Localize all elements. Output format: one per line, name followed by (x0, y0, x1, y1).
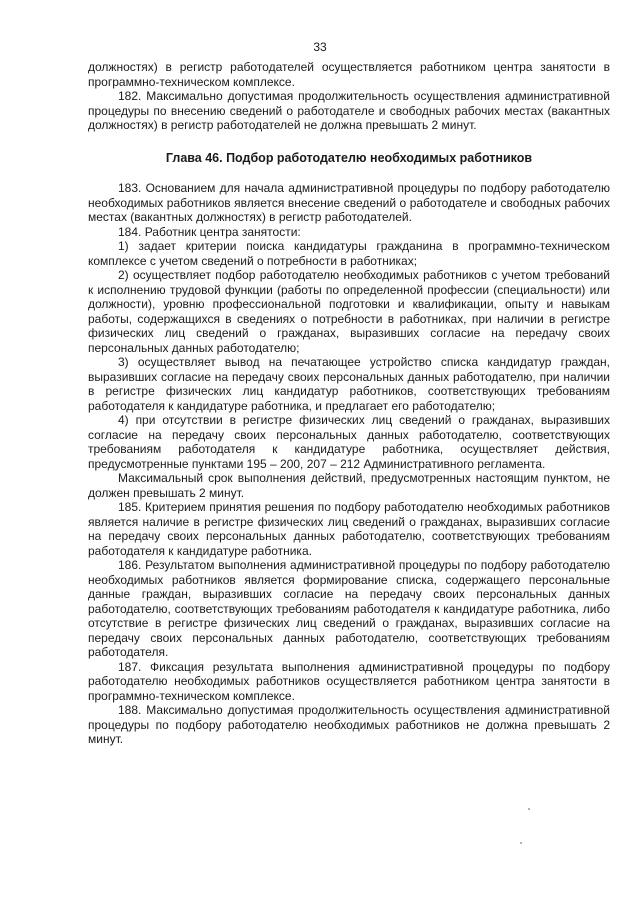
scan-speck (528, 808, 530, 810)
paragraph-182: 182. Максимально допустимая продолжительность осуществления административной процедуры по внесению сведений о работодателе и свободных рабочих местах (вакантных должностях) в регистр работодателей не должна превышать 2 минут. (88, 89, 610, 132)
paragraph-184-item-4: 4) при отсутствии в регистре физических лиц сведений о гражданах, выразивших согласие на передачу своих персональных данных работодателю, соответствующих требованиям работодателя к кандидатуре работника, осуществляет действия, предусмотренные пунктами 195 – 200, 207 – 212 Административного регламента. (88, 413, 610, 471)
scan-speck (520, 842, 522, 844)
document-body (88, 60, 610, 747)
paragraph-184-item-1: 1) задает критерии поиска кандидатуры гражданина в программно-техническом комплексе с учетом сведений о потребности в работниках; (88, 239, 610, 268)
page-number: 33 (313, 40, 327, 54)
paragraph-185: 185. Критерием принятия решения по подбору работодателю необходимых работников является наличие в регистре физических лиц сведений о гражданах, выразивших согласие на передачу своих персональных данных работодателю, соответствующих требованиям работодателя к кандидатуре работника. (88, 500, 610, 558)
paragraph-186: 186. Результатом выполнения административной процедуры по подбору работодателю необходимых работников является формирование списка, содержащего персональные данные граждан, выразивших согласие на передачу своих персональных данных работодателю, соответствующих требованиям работодателя к кандидатуре работника, либо отсутствие в регистре физических лиц сведений о гражданах, выразивших согласие на передачу своих персональных данных работодателю, соответствующих требованиям работодателя. (88, 558, 610, 659)
paragraph-184-item-3: 3) осуществляет вывод на печатающее устройство списка кандидатур граждан, выразивших согласие на передачу своих персональных данных работодателю, при наличии в регистре физических лиц кандидатур работников, соответствующих требованиям работодателя к кандидатуре работника, и предлагает его работодателю; (88, 355, 610, 413)
paragraph-continuation: должностях) в регистр работодателей осуществляется работником центра занятости в программно-техническом комплексе. (88, 60, 610, 89)
paragraph-188: 188. Максимально допустимая продолжительность осуществления административной процедуры по подбору работодателю необходимых работников не должна превышать 2 минут. (88, 703, 610, 746)
chapter-heading: Глава 46. Подбор работодателю необходимых работников (165, 150, 533, 165)
paragraph-184-deadline: Максимальный срок выполнения действий, предусмотренных настоящим пунктом, не должен превышать 2 минут. (88, 471, 610, 500)
paragraph-184: 184. Работник центра занятости: (118, 224, 301, 239)
paragraph-187: 187. Фиксация результата выполнения административной процедуры по подбору работодателю необходимых работников осуществляется работником центра занятости в программно-техническом комплексе. (88, 659, 610, 703)
paragraph-183: 183. Основанием для начала административной процедуры по подбору работодателю необходимых работников является внесение сведений о работодателе и свободных рабочих местах (вакантных должностях) в регистр работодателей. (88, 181, 610, 224)
paragraph-184-item-2: 2) осуществляет подбор работодателю необходимых работников с учетом требований к исполнению трудовой функции (работы по определенной профессии (специальности) или должности), уровню профессиональной подготовки и квалификации, опыту и навыкам работы, содержащихся в сведениях о потребности в работниках, при наличии в регистре физических лиц сведений о гражданах, выразивших согласие на передачу своих персональных данных работодателю; (88, 268, 610, 355)
